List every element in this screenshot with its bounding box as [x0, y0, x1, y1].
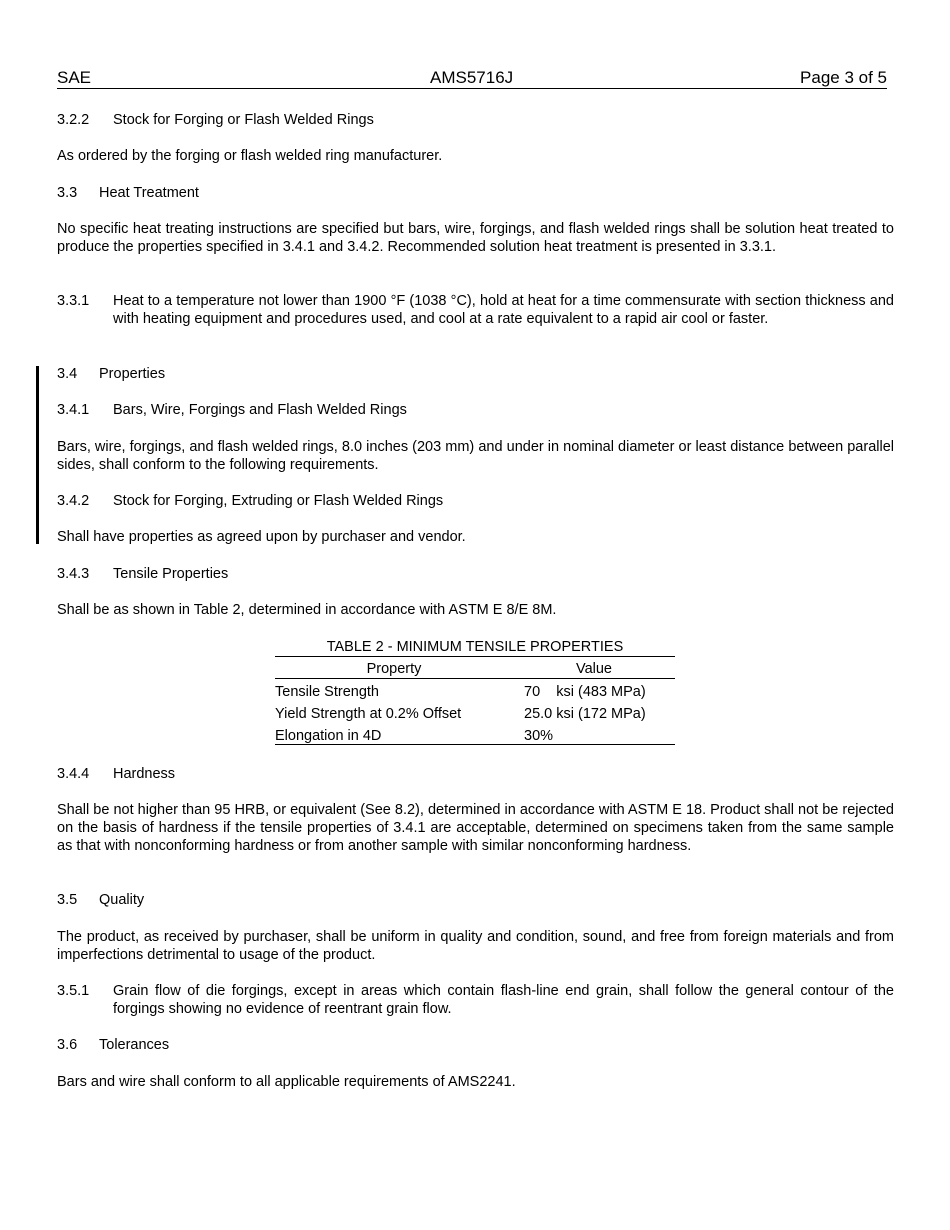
- section-3-4-3-heading: [57, 565, 894, 583]
- section-number: 3.4.2: [57, 493, 90, 509]
- section-number: 3.4.3: [57, 566, 90, 582]
- section-title: Heat Treatment: [99, 185, 199, 201]
- section-number: 3.4: [57, 366, 78, 382]
- section-body: Grain flow of die forgings, except in areas which contain flash-line end grain, shall follow the general contour of the forgings showing no evidence of reentrant grain flow.: [113, 983, 894, 1017]
- cell-value: 70 ksi (483 MPa): [524, 684, 646, 700]
- section-3-5-body: The product, as received by purchaser, shall be uniform in quality and condition, sound, and free from foreign materials and from imperfections detrimental to usage of the product.: [57, 929, 894, 963]
- header-spec-number: AMS5716J: [430, 68, 514, 87]
- section-body: Heat to a temperature not lower than 1900 °F (1038 °C), hold at heat for a time commensurate with section thickness and with heating equipment and procedures used, and cool at a rate equivalent to a rapid air cool or faster.: [113, 293, 894, 327]
- section-title: Bars, Wire, Forgings and Flash Welded Rings: [113, 402, 407, 418]
- section-number: 3.2.2: [57, 112, 90, 128]
- table-row: [275, 727, 675, 745]
- section-title: Hardness: [113, 766, 176, 782]
- section-title: Tensile Properties: [113, 566, 229, 582]
- section-3-4-3-body: Shall be as shown in Table 2, determined in accordance with ASTM E 8/E 8M.: [57, 602, 557, 618]
- section-3-4-1-heading: [57, 401, 894, 419]
- section-3-6-heading: [57, 1036, 894, 1054]
- section-number: 3.5: [57, 892, 78, 908]
- section-title: Stock for Forging or Flash Welded Rings: [113, 112, 374, 128]
- section-3-3-heading: [57, 184, 894, 202]
- column-header-property: Property: [366, 661, 422, 677]
- cell-property: Elongation in 4D: [275, 728, 382, 744]
- column-header-value: Value: [575, 661, 612, 677]
- section-3-2-2-heading: [57, 111, 894, 129]
- section-number: 3.3: [57, 185, 78, 201]
- section-3-4-2-heading: [57, 492, 894, 510]
- section-3-4-4-heading: [57, 765, 894, 783]
- section-3-3-body: No specific heat treating instructions are specified but bars, wire, forgings, and flash welded rings shall be solution heat treated to produce the properties specified in 3.4.1 and 3.4.2. Recommended solution heat treatment is presented in 3.3.1.: [57, 221, 894, 255]
- table-row: [275, 705, 675, 723]
- section-title: Quality: [99, 892, 145, 908]
- page-header: [57, 68, 887, 89]
- cell-value: 25.0 ksi (172 MPa): [524, 706, 646, 722]
- section-3-2-2-body: As ordered by the forging or flash welded ring manufacturer.: [57, 148, 443, 164]
- cell-property: Yield Strength at 0.2% Offset: [275, 706, 462, 722]
- header-page-number: Page 3 of 5: [800, 68, 887, 87]
- section-3-6-body: Bars and wire shall conform to all applicable requirements of AMS2241.: [57, 1074, 516, 1090]
- section-number: 3.6: [57, 1037, 78, 1053]
- header-org: SAE: [57, 68, 92, 87]
- section-3-5-1: [57, 982, 894, 1018]
- section-3-4-heading: [57, 365, 894, 383]
- section-number: 3.3.1: [57, 293, 90, 309]
- cell-property: Tensile Strength: [275, 684, 379, 700]
- section-3-3-1: [57, 292, 894, 346]
- revision-change-bar: [36, 366, 39, 544]
- section-title: Tolerances: [99, 1037, 170, 1053]
- cell-value: 30%: [524, 728, 554, 744]
- section-3-4-2-body: Shall have properties as agreed upon by purchaser and vendor.: [57, 529, 466, 545]
- section-3-5-heading: [57, 891, 894, 909]
- table-title: TABLE 2 - MINIMUM TENSILE PROPERTIES: [275, 638, 675, 657]
- section-number: 3.5.1: [57, 983, 90, 999]
- section-title: Stock for Forging, Extruding or Flash Welded Rings: [113, 493, 444, 509]
- section-3-4-1-body: Bars, wire, forgings, and flash welded rings, 8.0 inches (203 mm) and under in nominal diameter or least distance between parallel sides, shall conform to the following requirements.: [57, 439, 894, 473]
- section-3-4-4-body: Shall be not higher than 95 HRB, or equivalent (See 8.2), determined in accordance with ASTM E 18. Product shall not be rejected on the basis of hardness if the tensile properties of 3.4.1 are acceptable, determined on specimens taken from the same sample as that with nonconforming hardness or from another sample with similar nonconforming hardness.: [57, 802, 894, 854]
- section-title: Properties: [99, 366, 166, 382]
- section-number: 3.4.1: [57, 402, 90, 418]
- table-row: [275, 683, 675, 701]
- table-bottom-rule: [275, 744, 675, 745]
- section-number: 3.4.4: [57, 766, 90, 782]
- table-header-row: [275, 660, 675, 679]
